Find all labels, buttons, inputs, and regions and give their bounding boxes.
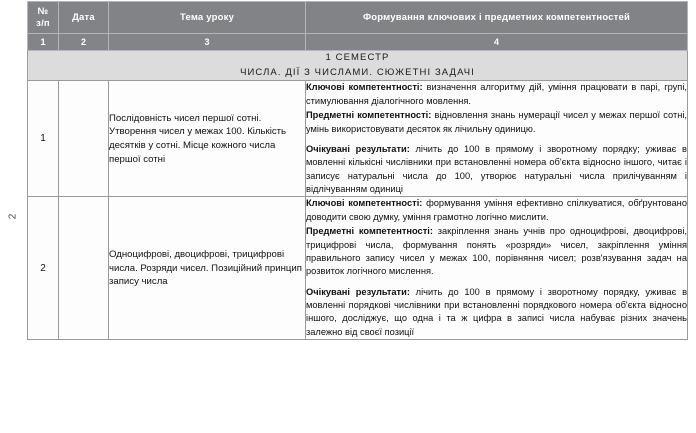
row-number: 2 [28,197,59,340]
column-index-4: 4 [306,34,688,51]
competency-key-text: визначення алгоритму дій, уміння працювати в парі, групі, стимулювання діалогічного мовлення. [306,82,687,106]
column-index-1: 1 [28,34,59,51]
row-competencies [306,81,688,197]
section-banner-semester: 1 СЕМЕСТР [325,52,390,63]
competency-subject-label: Предметні компетентності: [306,110,432,121]
column-header-number [28,2,59,34]
section-banner-subject: ЧИСЛА. ДІЇ З ЧИСЛАМИ. СЮЖЕТНІ ЗАДАЧІ [240,66,475,78]
competency-spacer [306,136,687,143]
page-number [2,196,24,236]
row-competencies [306,197,688,340]
row-date[interactable] [59,197,109,340]
table-row [28,197,688,340]
competency-key-text: формування уміння ефективно спілкуватися, обґрунтовано доводити свою думку, уміння грамотно логічно мислити. [306,198,687,222]
row-date[interactable] [59,81,109,197]
row-topic: Послідовність чисел першої сотні. Утворення чисел у межах 100. Кількість десятків у сотні. Місце кожного числа першої сотні [109,81,306,197]
column-header-topic: Тема уроку [109,2,306,34]
column-header-number-line1: № [37,6,49,18]
column-header-competencies: Формування ключових і предметних компетентностей [306,2,688,34]
competency-results [306,143,687,197]
table-header-row [28,2,688,34]
competency-results [306,286,687,340]
competency-subject [306,109,687,136]
section-banner [28,51,688,81]
page-number-label: 2 [7,213,19,219]
column-header-date: Дата [59,2,109,34]
competency-results-text: лічить до 100 в прямому і зворотному порядку; уживає в мовленні кількісні числівники при встановленні номера об'єкта відносно іншого, читає і записує натуральні числа до 100, утворює натуральні числа прилічуванням і відлічуванням одиниці [306,143,687,195]
row-number: 1 [28,81,59,197]
column-index-3: 3 [109,34,306,51]
column-header-number-line2: з/п [36,17,50,29]
row-topic: Одноцифрові, двоцифрові, трицифрові числа. Розряди чисел. Позиційний принцип запису числа [109,197,306,340]
page-right-margin [687,0,696,433]
table-column-number-row [28,34,688,51]
competency-subject-text: закріплення знань учнів про одноцифрові, двоцифрові, трицифрові числа, формування понять «розряди» чисел, закріплення уміння правильного запису чисел у межах 100, порівняння чисел; розв'язування задач на розвиток логічного мислення. [306,226,687,277]
competency-results-text: лічить до 100 в прямому і зворотному порядку, уживає в мовленні порядкові числівники при встановленні порядкового номера об'єкта відносно іншого, досліджує, що одна і та ж цифра в записі числа набуває різних значень залежно від своєї позиції [306,286,688,337]
competency-key [306,81,687,108]
competency-key-label: Ключові компетентності: [306,198,423,209]
competency-spacer [306,279,687,286]
competency-key-label: Ключові компетентності: [306,82,423,93]
column-index-2: 2 [59,34,109,51]
competency-results-label: Очікувані результати: [306,143,410,154]
table-row [28,81,688,197]
competency-results-label: Очікувані результати: [306,286,410,297]
lesson-plan-table [27,1,688,340]
competency-key [306,197,687,224]
competency-subject-text: відновлення знань нумерації чисел у межах першої сотні, умінь використовувати десяток як лічильну одиницю. [306,110,687,134]
competency-subject-label: Предметні компетентності: [306,226,433,237]
section-banner-row [28,51,688,81]
competency-subject [306,225,687,279]
